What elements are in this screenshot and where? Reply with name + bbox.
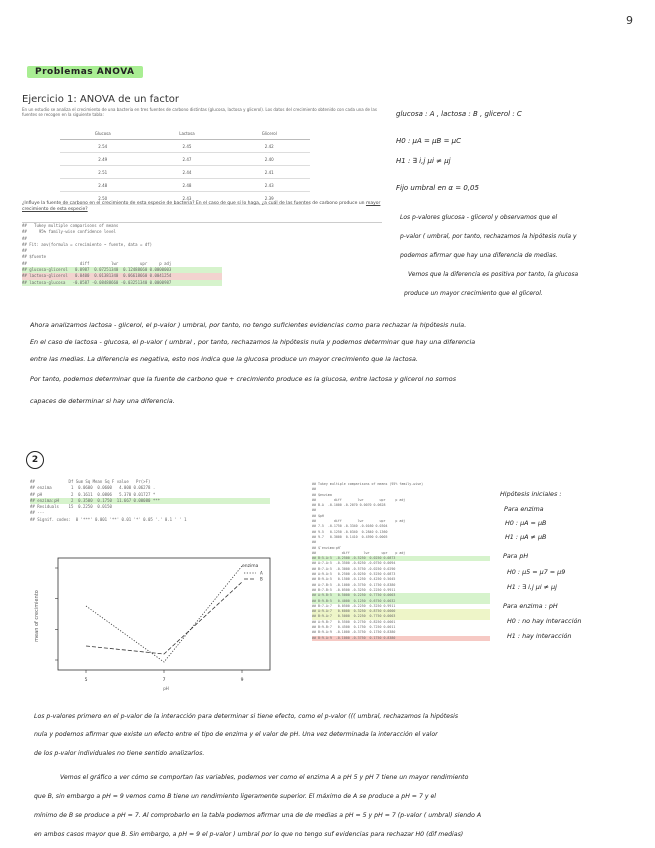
code-line: ## pH 2 0.1611 0.0806 5.370 0.01727 * — [30, 491, 156, 497]
table-header-cell: Glicerol — [228, 127, 310, 140]
legend-label: B — [260, 576, 263, 582]
paragraph-line: en ambos casos mayor que B. Sin embargo, a pH = 9 el p-valor ) umbral por lo que no tengo suf evidencias para rechazar H0 (dif medias) — [34, 831, 464, 838]
paragraph-line: Vemos el gráfico a ver cómo se comportan las variables, podemos ver como el enzima A a pH 5 y pH 7 tiene un mayor rendimiento — [60, 774, 469, 781]
code-line: ## Residuals 15 0.2250 0.0150 — [30, 504, 112, 510]
table-cell: 2.54 — [60, 140, 145, 153]
code-line: ## — [22, 235, 27, 241]
question-text: ¿Influye la fuente de carbono en el crecimiento de esta especie de bacteria? En el caso de que sí lo haga, ¿a cuál de las fuentes de carbono produce un — [22, 201, 365, 206]
section-title: Problemas ANOVA — [27, 66, 143, 78]
paragraph-line: entre las medias. La diferencia es negativa, esto nos indica que la glucosa produce un mayor crecimiento que la lactosa. — [30, 355, 418, 363]
code-line: ## $fuente — [22, 254, 47, 260]
code-line: ## A:7-B:5 -0.1000 -0.3750 0.1750 0.8380 — [312, 582, 396, 587]
code-line: ## Fit: aov(formula = crecimiento ~ fuente, data = df) — [22, 241, 153, 247]
table-cell: 2.48 — [60, 179, 145, 192]
code-line: ## 95% family-wise confidence level — [22, 229, 116, 235]
paragraph-line: En el caso de lactosa - glucosa, el p-valor ( umbral , por tanto, rechazamos la hipótesis nula y podemos determinar que hay una diferencia — [30, 338, 476, 346]
code-line: ## — [312, 487, 316, 492]
code-line: ## diff lwr upr p adj — [312, 519, 406, 524]
hyp-interaction-h1: H1 : hay interacción — [507, 632, 572, 640]
paragraph-line: capaces de determinar si hay una diferencia. — [30, 397, 175, 405]
code-line: ## A:9-B:5 0.5000 0.2250 0.7750 0.0003 — [312, 593, 490, 598]
notes-line: podemos afirmar que hay una diferencia de medias. — [400, 252, 558, 259]
table-header-cell: Glucosa — [60, 127, 145, 140]
x-tick-label: 5 — [84, 678, 88, 683]
code-line: ## B:9-A:5 0.1500 -0.1250 0.4250 0.5045 — [312, 577, 396, 582]
code-line: ## B:7-A:7 0.0500 -0.2250 0.3250 0.9911 — [312, 603, 396, 608]
table-header-row — [60, 127, 310, 140]
x-tick-label: 9 — [240, 678, 244, 683]
code-line: ## B:9-B:7 0.4500 0.1750 0.7250 0.0011 — [312, 625, 396, 630]
code-line: ## B:5-A:5 -0.2500 -0.5250 0.0250 0.0873 — [312, 556, 490, 561]
table-cell: 2.39 — [228, 192, 310, 205]
code-line: ## A:9-A:5 0.2500 -0.0250 0.5250 0.0873 — [312, 572, 396, 577]
series-line-b — [86, 582, 242, 654]
code-line: ## A:9-A:7 0.6000 0.3250 0.8750 0.0000 — [312, 609, 490, 614]
code-line: ## diff lwr upr p adj — [312, 497, 406, 502]
r-output-tukey-1 — [22, 222, 382, 301]
code-line: ## 9-5 0.1250 -0.0340 0.2840 0.1360 — [312, 529, 388, 534]
hyp-enzima-h1: H1 : μA ≠ μB — [505, 533, 547, 541]
code-line: ## Tukey multiple comparisons of means (95% family-wise) — [312, 482, 424, 486]
r-output-tukey-2 — [312, 482, 490, 641]
exercise-description: En un estudio se analiza el crecimiento de una bacteria en tres fuentes de carbono distintas (glucosa, lactosa y glicerol). Los datos del crecimiento obtenido con cada una de las fuentes se recogen en la siguiente tabla: — [22, 107, 377, 117]
code-line: ## Tukey multiple comparisons of means — [22, 223, 119, 228]
code-line: ## $`enzima:pH` — [312, 545, 342, 550]
hyp-interaction-label: Para enzima : pH — [503, 602, 558, 610]
notes-h0: H0 : μA = μB = μC — [396, 137, 461, 145]
y-axis-label: mean of crecimiento — [34, 590, 40, 642]
table-row — [60, 166, 310, 179]
table-header-cell: Lactosa — [145, 127, 228, 140]
legend-label: A — [260, 570, 263, 576]
table-row — [60, 140, 310, 153]
paragraph-line: Por tanto, podemos determinar que la fuente de carbono que + crecimiento produce es la glucosa, entre lactosa y glicerol no somos — [30, 375, 457, 383]
notes-line: produce un mayor crecimiento que el glicerol. — [404, 290, 543, 297]
table-cell: 2.40 — [228, 153, 310, 166]
code-line: ## --- — [30, 510, 45, 516]
code-line: ## B:9-A:7 0.5000 0.2250 0.7750 0.0003 — [312, 614, 490, 619]
notes-h1: H1 : ∃ i,j μi ≠ μj — [396, 157, 451, 165]
series-line-a — [86, 566, 242, 662]
data-table — [60, 127, 310, 205]
paragraph-line: Los p-valores primero en el p-valor de la interacción para determinar si tiene efecto, como el p-valor ((( umbral, rechazamos la hipótesis — [34, 713, 459, 720]
code-line: ## B:9-A:9 -0.1000 -0.3750 0.1750 0.8380 — [312, 636, 490, 641]
code-line: ## B:7-A:5 -0.3000 -0.5750 -0.0250 0.0290 — [312, 566, 396, 571]
paragraph-line: Ahora analizamos lactosa - glicerol, el p-valor ) umbral, por tanto, no tengo suficientes evidencias como para rechazar la hipótesis nula. — [30, 321, 467, 329]
table-cell: 2.48 — [145, 179, 228, 192]
table-row — [60, 179, 310, 192]
code-line: ## B-A -0.1000 -0.2070 0.0070 0.0628 — [312, 503, 386, 508]
table-cell: 2.50 — [60, 192, 145, 205]
hyp-enzima-label: Para enzima — [504, 505, 544, 513]
paragraph-line: que B, sin embargo a pH = 9 vemos como B tiene un rendimiento ligeramente superior. El máximo de A se produce a pH = 7 y el — [34, 793, 437, 800]
code-line-highlighted: ## lactosa-glicerol 0.0400 0.01381340 0.06618660 0.0041254 — [22, 273, 222, 279]
code-line: ## — [312, 508, 316, 513]
page-number: 9 — [626, 14, 633, 27]
code-line: ## — [22, 248, 27, 254]
question-underlined: mayor crecimiento de esta especie? — [22, 201, 381, 212]
table-cell: 2.43 — [228, 179, 310, 192]
table-cell: 2.45 — [145, 140, 228, 153]
table-cell: 2.51 — [60, 166, 145, 179]
code-line: ## Signif. codes: 0 '***' 0.001 '**' 0.01 '*' 0.05 '.' 0.1 ' ' 1 — [30, 516, 187, 522]
code-line: ## 9-7 0.3000 0.1410 0.4590 0.0005 — [312, 534, 388, 539]
paragraph-line: nula y podemos afirmar que existe un efecto entre el tipo de enzima y el valor de pH. Una vez determinada la interacción el valor — [34, 731, 438, 738]
code-line: ## diff lwr upr p adj — [312, 550, 406, 555]
code-line: ## Df Sum Sq Mean Sq F value Pr(>F) — [30, 479, 151, 484]
notes-line: Los p-valores glucosa - glicerol y observamos que el — [400, 214, 558, 221]
notes-line: p-valor ( umbral, por tanto, rechazamos la hipótesis nula y — [400, 233, 577, 240]
paragraph-line: mínimo de B se produce a pH = 7. Al comprobarlo en la tabla podemos afirmar una de de medias a pH = 5 y pH = 7 (p-valor ( umbral) siendo A — [34, 812, 482, 819]
table-cell: 2.44 — [145, 166, 228, 179]
hyp-ph-label: Para pH — [503, 552, 529, 560]
code-line: ## B:9-A:9 -0.1000 -0.3750 0.1750 0.8380 — [312, 630, 396, 635]
code-line-highlighted: ## lactosa-glucosa -0.0587 -0.08488660 -0.03251340 0.0000987 — [22, 280, 222, 286]
code-line: ## 7-5 -0.1750 -0.3340 -0.0160 0.0304 — [312, 524, 388, 529]
exercise-title: Ejercicio 1: ANOVA de un factor — [22, 94, 179, 105]
code-line: ## B:9-B:5 0.4000 0.1250 0.6750 0.0032 — [312, 599, 490, 604]
code-line: ## A:9-B:7 0.5500 0.2750 0.8250 0.0001 — [312, 619, 396, 624]
code-line: ## B:7-B:5 -0.0500 -0.3250 0.2250 0.9911 — [312, 587, 396, 592]
code-line: ## $pH — [312, 513, 324, 518]
x-axis-label: pH — [163, 686, 169, 691]
hyp-interaction-h0: H0 : no hay interacción — [507, 617, 582, 625]
code-line-highlighted: ## glucosa-glicerol 0.0987 0.07251340 0.12488660 0.0000003 — [22, 267, 222, 273]
code-line: ## enzima 1 0.0600 0.0600 4.000 0.06278 . — [30, 485, 156, 491]
hyp-enzima-h0: H0 : μA = μB — [505, 519, 547, 527]
code-line: ## — [312, 540, 316, 545]
code-line: ## diff lwr upr p adj — [22, 260, 172, 266]
interaction-plot — [30, 550, 285, 700]
notes-line: Vemos que la diferencia es positiva por tanto, la glucosa — [408, 271, 579, 278]
code-line-highlighted: ## enzima:pH 2 0.3500 0.1750 11.667 0.00080 *** — [30, 498, 270, 504]
paragraph-line: de los p-valor individuales no tiene sentido analizarlos. — [34, 750, 205, 757]
table-cell: 2.47 — [145, 153, 228, 166]
hypotheses-title: Hipótesis iniciales : — [500, 490, 562, 498]
table-cell: 2.43 — [145, 192, 228, 205]
table-row — [60, 153, 310, 166]
r-output-anova — [30, 479, 270, 523]
legend-title: enzima — [242, 564, 259, 569]
plot-frame — [58, 558, 270, 670]
hyp-ph-h0: H0 : μ5 = μ7 = μ9 — [507, 568, 566, 576]
table-cell: 2.41 — [228, 166, 310, 179]
table-cell: 2.42 — [228, 140, 310, 153]
code-line: ## $enzima — [312, 492, 332, 497]
notes-alpha: Fijo umbral en α = 0,05 — [396, 184, 479, 192]
exercise-question — [22, 201, 382, 213]
code-line: ## A:7-A:5 -0.3500 -0.6250 -0.0750 0.0094 — [312, 561, 396, 566]
problem-number-circle: 2 — [26, 451, 44, 469]
notes-legend: glucosa : A , lactosa : B , glicerol : C — [396, 110, 522, 118]
table-cell: 2.49 — [60, 153, 145, 166]
x-tick-label: 7 — [162, 678, 166, 683]
hyp-ph-h1: H1 : ∃ i,j μi ≠ μj — [507, 583, 557, 591]
